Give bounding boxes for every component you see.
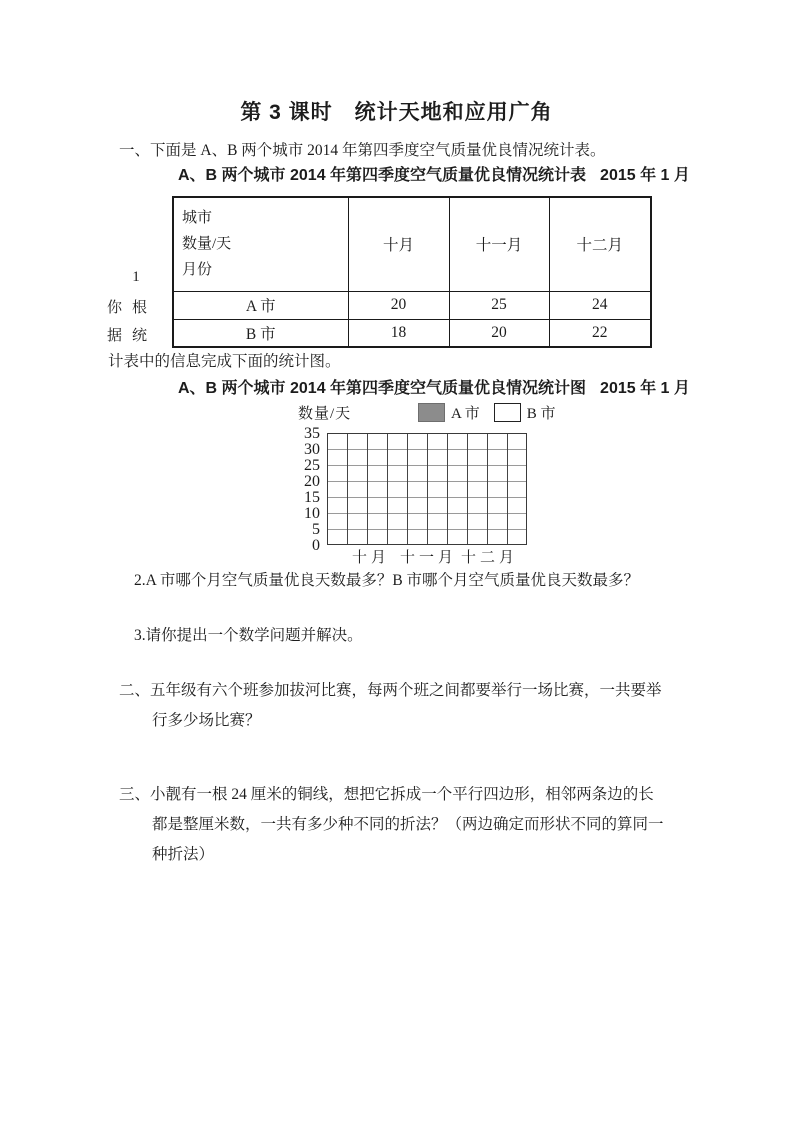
table-row — [173, 319, 651, 347]
section-two-line2: 行多少场比赛？ — [152, 712, 261, 729]
cell-a-oct: 20 — [348, 291, 449, 319]
legend-label-city-a: A 市 — [451, 406, 480, 422]
wrap-note-line2: 你根 — [107, 300, 158, 316]
ytick-5: 5 — [312, 521, 320, 538]
cell-b-oct: 18 — [348, 319, 449, 347]
corner-line-city: 城市 — [182, 210, 213, 227]
table-caption — [178, 162, 690, 185]
table-caption-date: 2015 年 1 月 — [600, 167, 690, 184]
table-caption-text: A、B 两个城市 2014 年第四季度空气质量优良情况统计表 — [178, 167, 587, 184]
ytick-35: 35 — [304, 425, 320, 442]
section-three-line2: 都是整厘米数，一共有多少种不同的折法？（两边确定而形状不同的算同一 — [152, 816, 664, 833]
row-label-city-b: B 市 — [173, 319, 348, 347]
chart-legend — [418, 402, 556, 423]
question-2: 2.A 市哪个月空气质量优良天数最多？B 市哪个月空气质量优良天数最多？ — [134, 572, 640, 589]
month-header-nov: 十一月 — [449, 197, 549, 291]
month-header-dec: 十二月 — [549, 197, 651, 291]
xlabel-dec: 十二月 — [461, 550, 519, 566]
ytick-0: 0 — [312, 537, 320, 554]
cell-b-dec: 22 — [549, 319, 651, 347]
chart-caption-text: A、B 两个城市 2014 年第四季度空气质量优良情况统计图 — [178, 380, 587, 397]
page-title: 第 3 课时 统计天地和应用广角 — [240, 101, 553, 124]
month-header-oct: 十月 — [348, 197, 449, 291]
stats-table — [172, 196, 652, 348]
table-header-row — [173, 197, 651, 291]
ytick-15: 15 — [304, 489, 320, 506]
row-label-city-a: A 市 — [173, 291, 348, 319]
ytick-20: 20 — [304, 473, 320, 490]
corner-line-count: 数量/天 — [182, 236, 232, 253]
question-3: 3.请你提出一个数学问题并解决。 — [134, 627, 363, 644]
cell-a-nov: 25 — [449, 291, 549, 319]
section-two-line1: 二、五年级有六个班参加拔河比赛，每两个班之间都要举行一场比赛，一共要举 — [119, 682, 662, 699]
wrap-note-line3: 据统 — [107, 328, 158, 344]
section-three-line1: 三、小靓有一根 24 厘米的铜线，想把它拆成一个平行四边形，相邻两条边的长 — [119, 786, 654, 803]
chart-caption — [178, 375, 690, 398]
xlabel-oct: 十月 — [352, 550, 391, 566]
ytick-10: 10 — [304, 505, 320, 522]
section-three-line3: 种折法） — [152, 846, 215, 863]
ytick-25: 25 — [304, 457, 320, 474]
wrap-note-continuation: 计表中的信息完成下面的统计图。 — [108, 353, 341, 370]
corner-line-month: 月份 — [182, 262, 213, 279]
legend-swatch-city-b — [494, 403, 521, 422]
section-one-intro: 一、下面是 A、B 两个城市 2014 年第四季度空气质量优良情况统计表。 — [119, 142, 606, 159]
ytick-30: 30 — [304, 441, 320, 458]
table-corner-cell — [173, 197, 348, 291]
chart-y-axis-label: 数量/天 — [298, 406, 352, 422]
chart-caption-date: 2015 年 1 月 — [600, 380, 690, 397]
xlabel-nov: 十一月 — [400, 550, 458, 566]
legend-label-city-b: B 市 — [526, 406, 556, 422]
chart-plot-grid — [327, 433, 527, 545]
cell-b-nov: 20 — [449, 319, 549, 347]
wrap-note-line1: 1 — [132, 269, 140, 285]
legend-swatch-city-a — [418, 403, 445, 422]
cell-a-dec: 24 — [549, 291, 651, 319]
table-row — [173, 291, 651, 319]
